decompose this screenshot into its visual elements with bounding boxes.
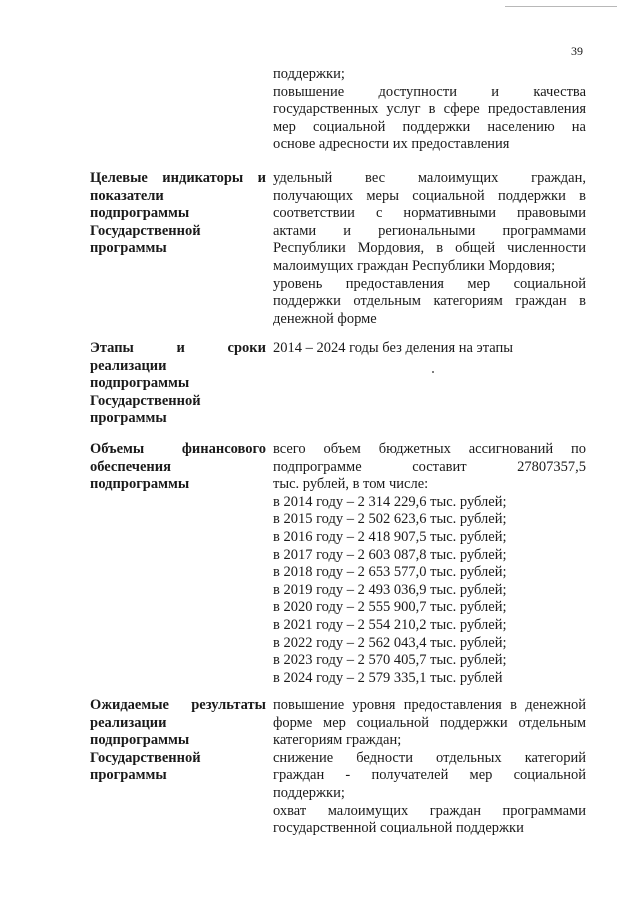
- row-4-value-line: категориям граждан;: [273, 732, 402, 749]
- row-2-label-line: Государственной: [90, 392, 201, 409]
- row-1-label-line: программы: [90, 240, 167, 257]
- row-4-value-line: форме мер социальной поддержки отдельным: [273, 714, 586, 731]
- row-3-value-line: тыс. рублей, в том числе:: [273, 476, 429, 493]
- row-2-value: [273, 340, 586, 358]
- row-3-value-line: в 2017 году – 2 603 087,8 тыс. рублей;: [273, 546, 507, 563]
- row-0-value-line: основе адресности их предоставления: [273, 136, 510, 153]
- row-2-label-line: программы: [90, 410, 167, 427]
- row-1-value-line: денежной форме: [273, 310, 377, 327]
- row-3-value: [273, 441, 586, 687]
- row-1-label: [90, 170, 266, 258]
- row-2-label-line: реализации: [90, 357, 167, 374]
- row-3-value-line: в 2018 году – 2 653 577,0 тыс. рублей;: [273, 564, 507, 581]
- row-1-value: [273, 170, 586, 328]
- row-3-value-line: в 2015 году – 2 502 623,6 тыс. рублей;: [273, 511, 507, 528]
- scan-artifact-line: [505, 6, 617, 7]
- row-0-value-line: государственных услуг в сфере предоставления: [273, 101, 586, 118]
- row-3-value-line: всего объем бюджетных ассигнований по: [273, 441, 586, 457]
- row-1-value-line: малоимущих граждан Республики Мордовия;: [273, 257, 556, 274]
- row-0-value-line: повышение доступности и качества: [273, 83, 586, 100]
- row-4-value: [273, 697, 586, 838]
- row-4-label-line: реализации: [90, 714, 167, 731]
- row-4-label-line: Ожидаемые результаты: [90, 697, 266, 713]
- row-2-label-line: подпрограммы: [90, 375, 190, 392]
- row-3-label: [90, 441, 266, 494]
- row-4-label: [90, 697, 266, 785]
- row-3-value-line: в 2020 году – 2 555 900,7 тыс. рублей;: [273, 599, 507, 616]
- row-1-value-line: уровень предоставления мер социальной: [273, 275, 586, 292]
- row-3-value-line: в 2014 году – 2 314 229,6 тыс. рублей;: [273, 493, 507, 510]
- row-4-value-line: повышение уровня предоставления в денежной: [273, 697, 586, 713]
- row-0-value: [273, 66, 586, 154]
- row-0-value-line: поддержки;: [273, 66, 345, 82]
- row-3-value-line: в 2024 году – 2 579 335,1 тыс. рублей: [273, 669, 503, 686]
- row-2-label: [90, 340, 266, 428]
- row-3-value-line: в 2022 году – 2 562 043,4 тыс. рублей;: [273, 634, 507, 651]
- row-2-label-line: Этапы и сроки: [90, 340, 266, 356]
- row-3-value-line: в 2023 году – 2 570 405,7 тыс. рублей;: [273, 652, 507, 669]
- row-3-value-line: в 2016 году – 2 418 907,5 тыс. рублей;: [273, 528, 507, 545]
- row-1-label-line: Целевые индикаторы и: [90, 170, 266, 186]
- row-4-value-line: снижение бедности отдельных категорий: [273, 749, 586, 766]
- row-1-value-line: удельный вес малоимущих граждан,: [273, 170, 586, 186]
- row-2-value-line: 2014 – 2024 годы без деления на этапы: [273, 340, 514, 356]
- row-4-label-line: программы: [90, 767, 167, 784]
- scan-speck: [432, 371, 434, 373]
- row-1-label-line: Государственной: [90, 222, 201, 239]
- row-4-value-line: государственной социальной поддержки: [273, 820, 524, 837]
- row-1-value-line: соответствии с нормативными правовыми: [273, 205, 586, 222]
- row-4-value-line: граждан - получателей мер социальной: [273, 767, 586, 784]
- row-3-label-line: обеспечения: [90, 458, 171, 475]
- row-1-value-line: актами и региональными программами: [273, 222, 586, 239]
- row-4-value-line: поддержки;: [273, 784, 345, 801]
- row-3-value-line: подпрограмме составит 27807357,5: [273, 458, 586, 475]
- row-3-value-line: в 2019 году – 2 493 036,9 тыс. рублей;: [273, 581, 507, 598]
- row-4-label-line: Государственной: [90, 749, 201, 766]
- row-0-value-line: мер социальной поддержки населению на: [273, 118, 586, 135]
- row-1-value-line: поддержки отдельным категориям граждан в: [273, 293, 586, 310]
- row-3-value-line: в 2021 году – 2 554 210,2 тыс. рублей;: [273, 616, 507, 633]
- row-1-label-line: подпрограммы: [90, 205, 190, 222]
- row-3-label-line: Объемы финансового: [90, 441, 266, 457]
- row-4-value-line: охват малоимущих граждан программами: [273, 802, 586, 819]
- row-1-value-line: Республики Мордовия, в общей численности: [273, 240, 586, 257]
- row-4-label-line: подпрограммы: [90, 732, 190, 749]
- row-3-label-line: подпрограммы: [90, 476, 190, 493]
- row-1-label-line: показатели: [90, 187, 164, 204]
- row-1-value-line: получающих меры социальной поддержки в: [273, 187, 586, 204]
- page-number: 39: [571, 44, 583, 58]
